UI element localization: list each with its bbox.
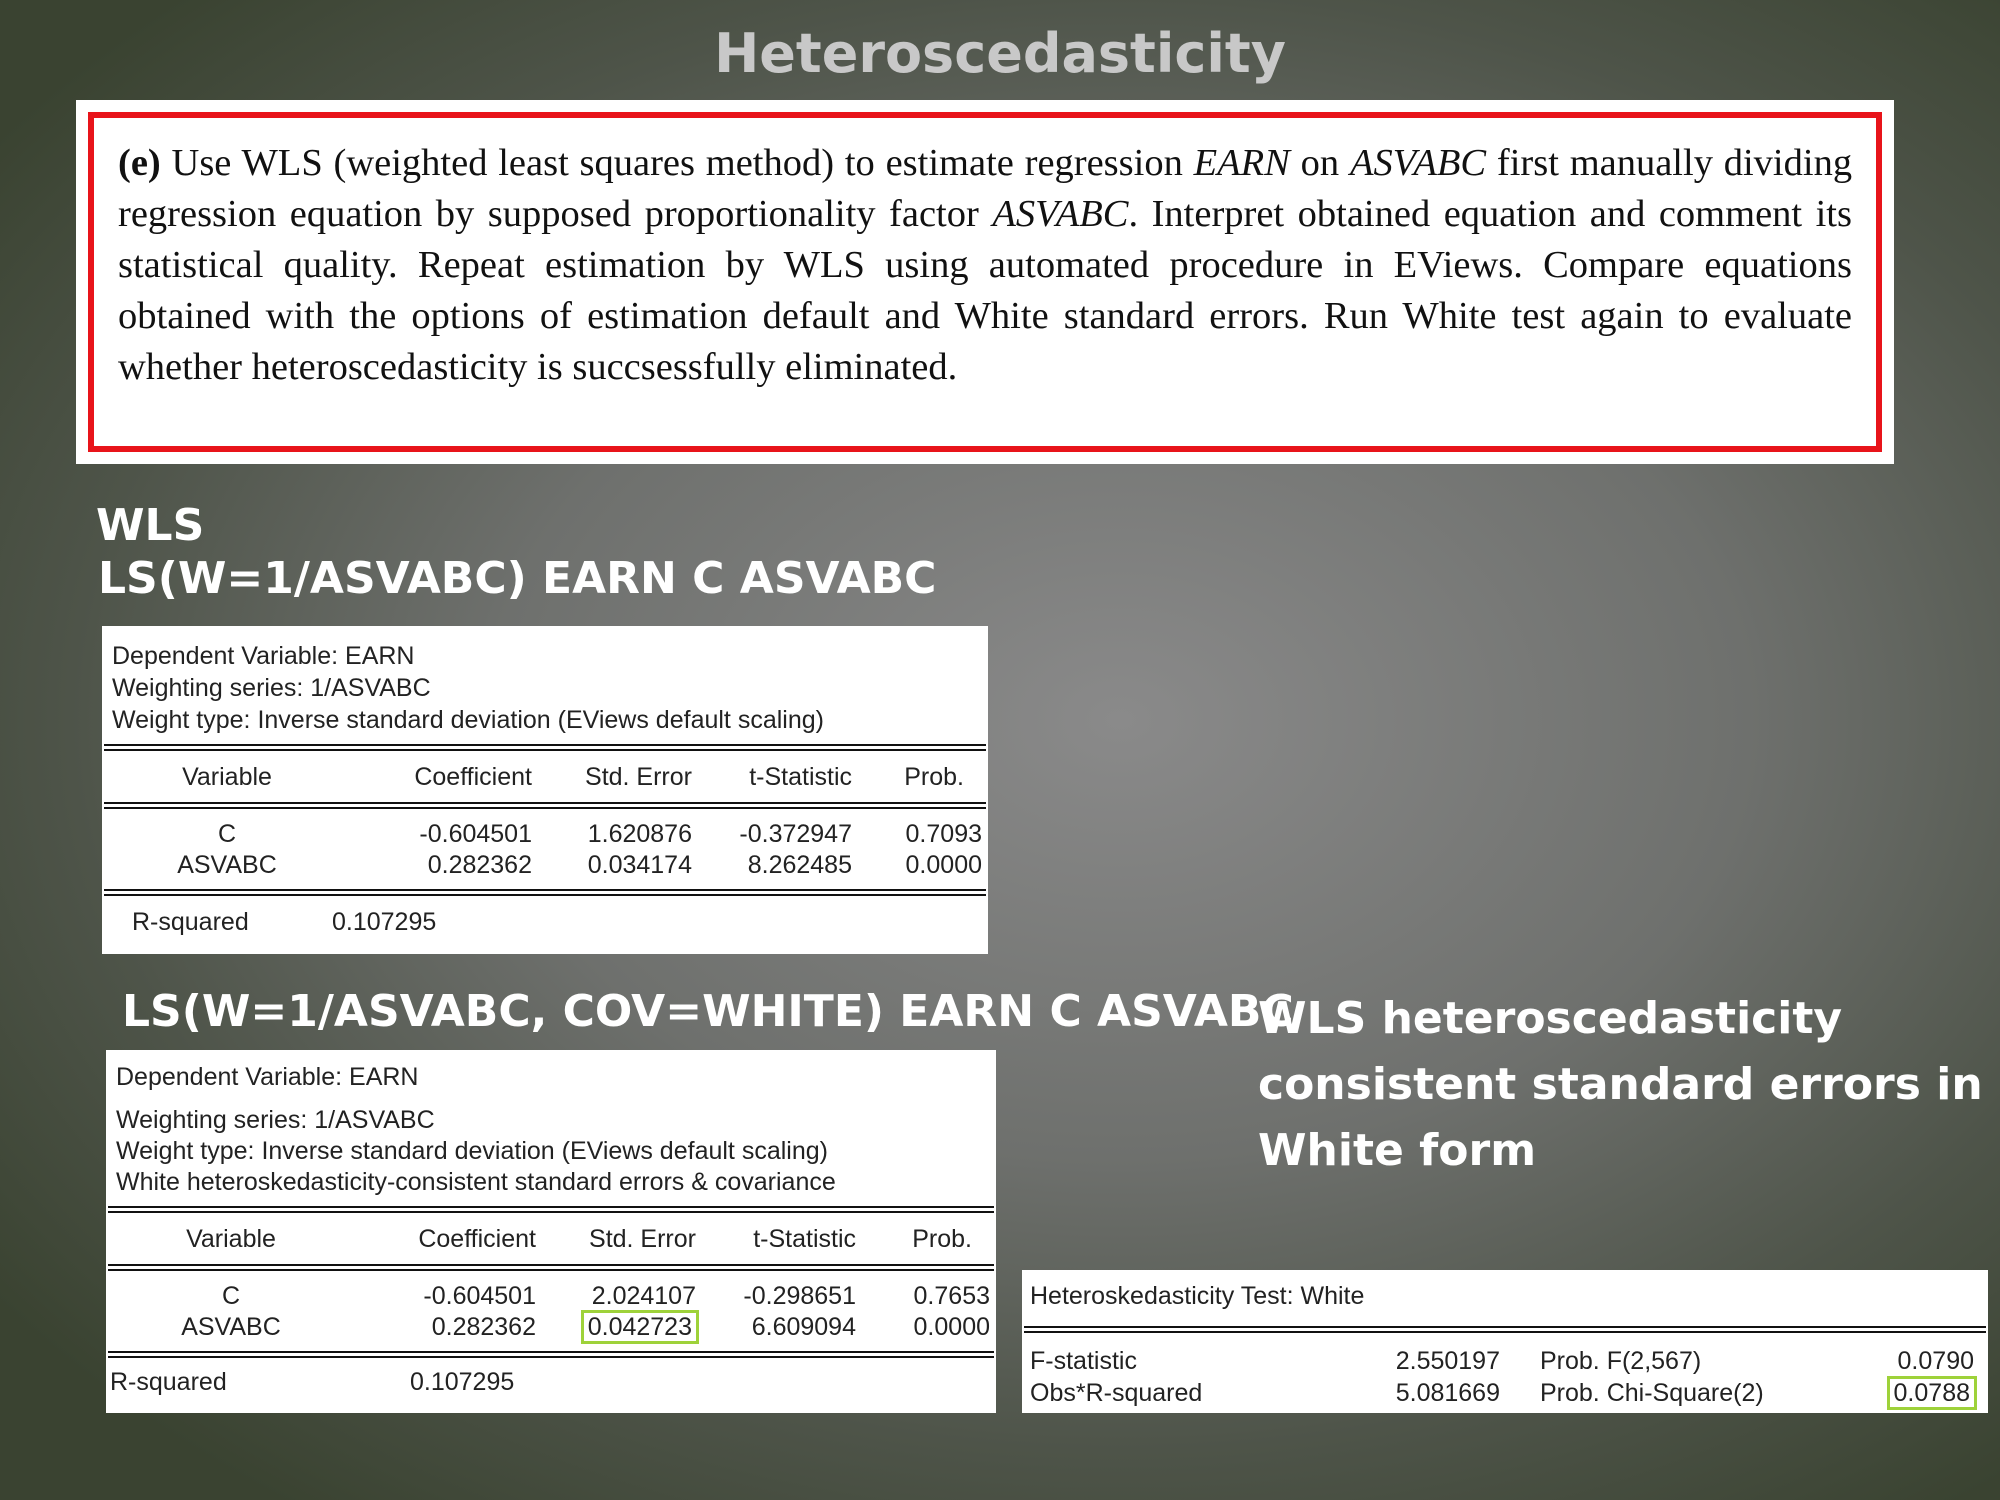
cell-stat-value: 5.081669 (1395, 1379, 1500, 1407)
cell-prob: 0.0000 (905, 851, 982, 879)
weighting-series: Weighting series: 1/ASVABC (112, 674, 431, 702)
note-line-3: White form (1258, 1125, 1537, 1176)
col-variable: Variable (182, 763, 272, 791)
col-std-error: Std. Error (585, 763, 692, 791)
task-label: (e) (118, 142, 161, 184)
rsquared-row-2 (106, 1368, 996, 1397)
rsquared-row-1 (102, 908, 988, 937)
highlight-box: 0.0788 (1890, 1379, 1974, 1407)
col-t-statistic: t-Statistic (753, 1225, 856, 1253)
command-2: LS(W=1/ASVABC, COV=WHITE) EARN C ASVABC (122, 986, 1294, 1037)
task-text (118, 138, 1852, 393)
white-test-output (1022, 1270, 1988, 1413)
rsquared-label: R-squared (110, 1368, 227, 1396)
col-variable: Variable (186, 1225, 276, 1253)
white-covariance-note: White heteroskedasticity-consistent standard errors & covariance (116, 1168, 836, 1196)
col-t-statistic: t-Statistic (749, 763, 852, 791)
cell-stat-label: F-statistic (1030, 1347, 1137, 1375)
cell-t-statistic: -0.372947 (739, 820, 852, 848)
rsquared-label: R-squared (132, 908, 249, 936)
table-row (1022, 1377, 1988, 1409)
note-line-1: WLS heteroscedasticity (1258, 993, 1843, 1044)
cell-prob-value: 0.0790 (1897, 1347, 1974, 1375)
cell-t-statistic: 8.262485 (747, 851, 852, 879)
var-earn: EARN (1193, 142, 1290, 184)
rsquared-value: 0.107295 (332, 908, 437, 936)
divider (108, 1351, 994, 1358)
regression-output-1 (102, 626, 988, 954)
regression-output-2 (106, 1050, 996, 1413)
wls-heading: WLS (96, 500, 205, 551)
col-prob: Prob. (912, 1225, 972, 1253)
task-line1-b: on (1300, 142, 1340, 184)
white-test-title: Heteroskedasticity Test: White (1030, 1282, 1365, 1310)
divider (1024, 1326, 1986, 1333)
cell-prob: 0.7653 (913, 1282, 990, 1310)
cell-t-statistic: -0.298651 (743, 1282, 856, 1310)
cell-prob: 0.0000 (913, 1313, 990, 1341)
info-block-2 (106, 1050, 996, 1198)
rsquared-value: 0.107295 (410, 1368, 515, 1396)
coefficient-table-1 (102, 819, 988, 881)
weighting-series: Weighting series: 1/ASVABC (116, 1106, 435, 1134)
divider (108, 1264, 994, 1271)
var-asvabc-2: ASVABC (992, 193, 1129, 235)
divider (104, 889, 986, 896)
col-prob: Prob. (904, 763, 964, 791)
task-line1-a: Use WLS (weighted least squares method) to estimate regression (171, 142, 1183, 184)
table-row (106, 1281, 996, 1312)
cell-coefficient: -0.604501 (419, 820, 532, 848)
command-1: LS(W=1/ASVABC) EARN C ASVABC (98, 553, 937, 604)
cell-stat-value: 2.550197 (1395, 1347, 1500, 1375)
table-row (102, 850, 988, 881)
cell-std-error: 0.034174 (587, 851, 692, 879)
weight-type: Weight type: Inverse standard deviation (EViews default scaling) (112, 706, 824, 734)
cell-prob: 0.7093 (905, 820, 982, 848)
coefficient-table-2 (106, 1281, 996, 1343)
col-coefficient: Coefficient (418, 1225, 536, 1253)
white-test-table (1022, 1345, 1988, 1409)
task-line2-a: manually dividing regression equation by supposed proportionality factor (118, 142, 1853, 235)
cell-std-error-highlighted (536, 1312, 696, 1343)
slide-title: Heteroscedasticity (714, 22, 1286, 85)
cell-prob-label: Prob. F(2,567) (1540, 1347, 1702, 1375)
var-asvabc: ASVABC (1349, 142, 1487, 184)
table-row (102, 819, 988, 850)
info-block-1 (102, 626, 988, 736)
weight-type: Weight type: Inverse standard deviation (EViews default scaling) (116, 1137, 828, 1165)
cell-variable: ASVABC (181, 1313, 281, 1341)
cell-std-error: 1.620876 (587, 820, 692, 848)
divider (104, 744, 986, 751)
cell-prob-label: Prob. Chi-Square(2) (1540, 1379, 1764, 1407)
cell-t-statistic: 6.609094 (751, 1313, 856, 1341)
note-line-2: consistent standard errors in (1258, 1059, 1983, 1110)
col-std-error: Std. Error (589, 1225, 696, 1253)
cell-variable: ASVABC (177, 851, 277, 879)
task-frame (88, 112, 1882, 452)
task-box (76, 100, 1894, 464)
cell-coefficient: 0.282362 (427, 851, 532, 879)
dependent-variable: Dependent Variable: EARN (116, 1063, 419, 1091)
header-row (106, 1225, 996, 1254)
white-form-note (1258, 986, 1983, 1184)
cell-stat-label: Obs*R-squared (1030, 1379, 1203, 1407)
table-row (1022, 1345, 1988, 1377)
col-coefficient: Coefficient (414, 763, 532, 791)
cell-std-error: 2.024107 (591, 1282, 696, 1310)
cell-coefficient: 0.282362 (431, 1313, 536, 1341)
table-row (106, 1312, 996, 1343)
task-line1-c: first (1496, 142, 1559, 184)
task-rest: obtained equation and comment its statistical quality. Repeat estimation by WLS using automated procedure in EViews. Compare equations obtained with the options of estimation default and White standard errors. Run White test again to evaluate whether heteroscedasticity is succsessfully eliminated. (118, 193, 1852, 388)
dependent-variable: Dependent Variable: EARN (112, 642, 415, 670)
cell-variable: C (221, 1282, 241, 1310)
divider (104, 802, 986, 809)
divider (108, 1206, 994, 1213)
cell-coefficient: -0.604501 (423, 1282, 536, 1310)
highlight-box: 0.042723 (584, 1313, 696, 1341)
cell-prob-value-highlighted (1851, 1377, 1988, 1409)
cell-variable: C (217, 820, 237, 848)
header-row (102, 763, 988, 792)
task-line2-b: . Interpret (1128, 193, 1285, 235)
